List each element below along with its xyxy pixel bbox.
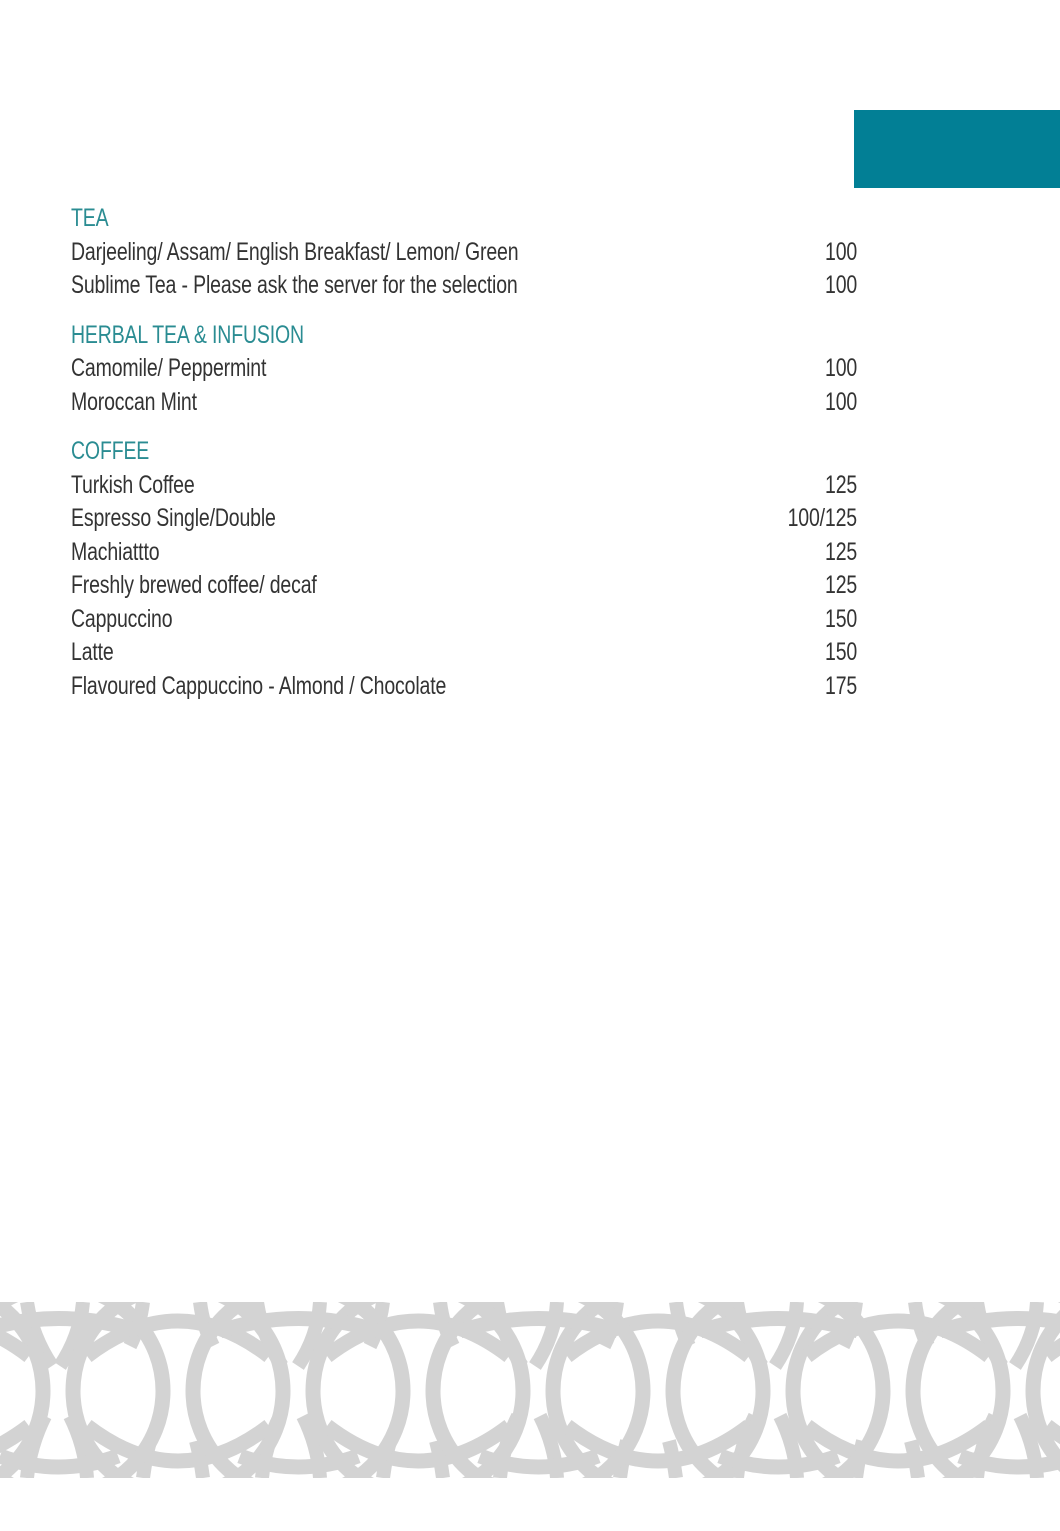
section-title: COFFEE xyxy=(71,437,150,465)
menu-item xyxy=(71,603,857,637)
item-name: Turkish Coffee xyxy=(71,470,195,499)
menu-item xyxy=(71,236,857,270)
item-name: Camomile/ Peppermint xyxy=(71,354,267,382)
item-price: 150 xyxy=(824,638,857,666)
menu-item xyxy=(71,569,857,603)
item-price: 125 xyxy=(824,537,857,566)
item-price: 150 xyxy=(824,604,857,633)
item-price: 100/125 xyxy=(787,504,857,532)
section-heading xyxy=(71,435,857,469)
menu-item xyxy=(71,469,857,503)
item-price: 125 xyxy=(824,571,857,599)
item-price: 175 xyxy=(824,671,857,700)
section-coffee xyxy=(71,435,857,703)
item-name: Moroccan Mint xyxy=(71,387,197,416)
menu-item xyxy=(71,636,857,670)
item-price: 100 xyxy=(824,354,857,382)
item-name: Sublime Tea - Please ask the server for the selection xyxy=(71,271,518,299)
item-name: Flavoured Cappuccino - Almond / Chocolate xyxy=(71,671,447,700)
item-name: Machiattto xyxy=(71,537,160,566)
item-name: Freshly brewed coffee/ decaf xyxy=(71,571,317,599)
item-price: 100 xyxy=(824,237,857,266)
section-heading xyxy=(71,319,857,353)
section-title: TEA xyxy=(71,204,109,232)
item-name: Espresso Single/Double xyxy=(71,504,276,532)
item-name: Darjeeling/ Assam/ English Breakfast/ Lemon/ Green xyxy=(71,237,519,266)
item-price: 100 xyxy=(824,271,857,299)
menu-item xyxy=(71,536,857,570)
menu-item xyxy=(71,269,857,303)
item-price: 100 xyxy=(824,387,857,416)
menu-item xyxy=(71,670,857,704)
menu-item xyxy=(71,352,857,386)
section-heading xyxy=(71,202,857,236)
menu-item xyxy=(71,386,857,420)
section-title: HERBAL TEA & INFUSION xyxy=(71,320,304,349)
drinks-menu xyxy=(71,202,857,719)
section-tea xyxy=(71,202,857,303)
teal-accent-block xyxy=(854,110,1060,188)
menu-item xyxy=(71,502,857,536)
item-name: Cappuccino xyxy=(71,604,173,633)
item-name: Latte xyxy=(71,638,114,666)
item-price: 125 xyxy=(824,470,857,499)
decorative-circle-pattern-icon xyxy=(0,1296,1060,1486)
section-herbal-tea xyxy=(71,319,857,420)
